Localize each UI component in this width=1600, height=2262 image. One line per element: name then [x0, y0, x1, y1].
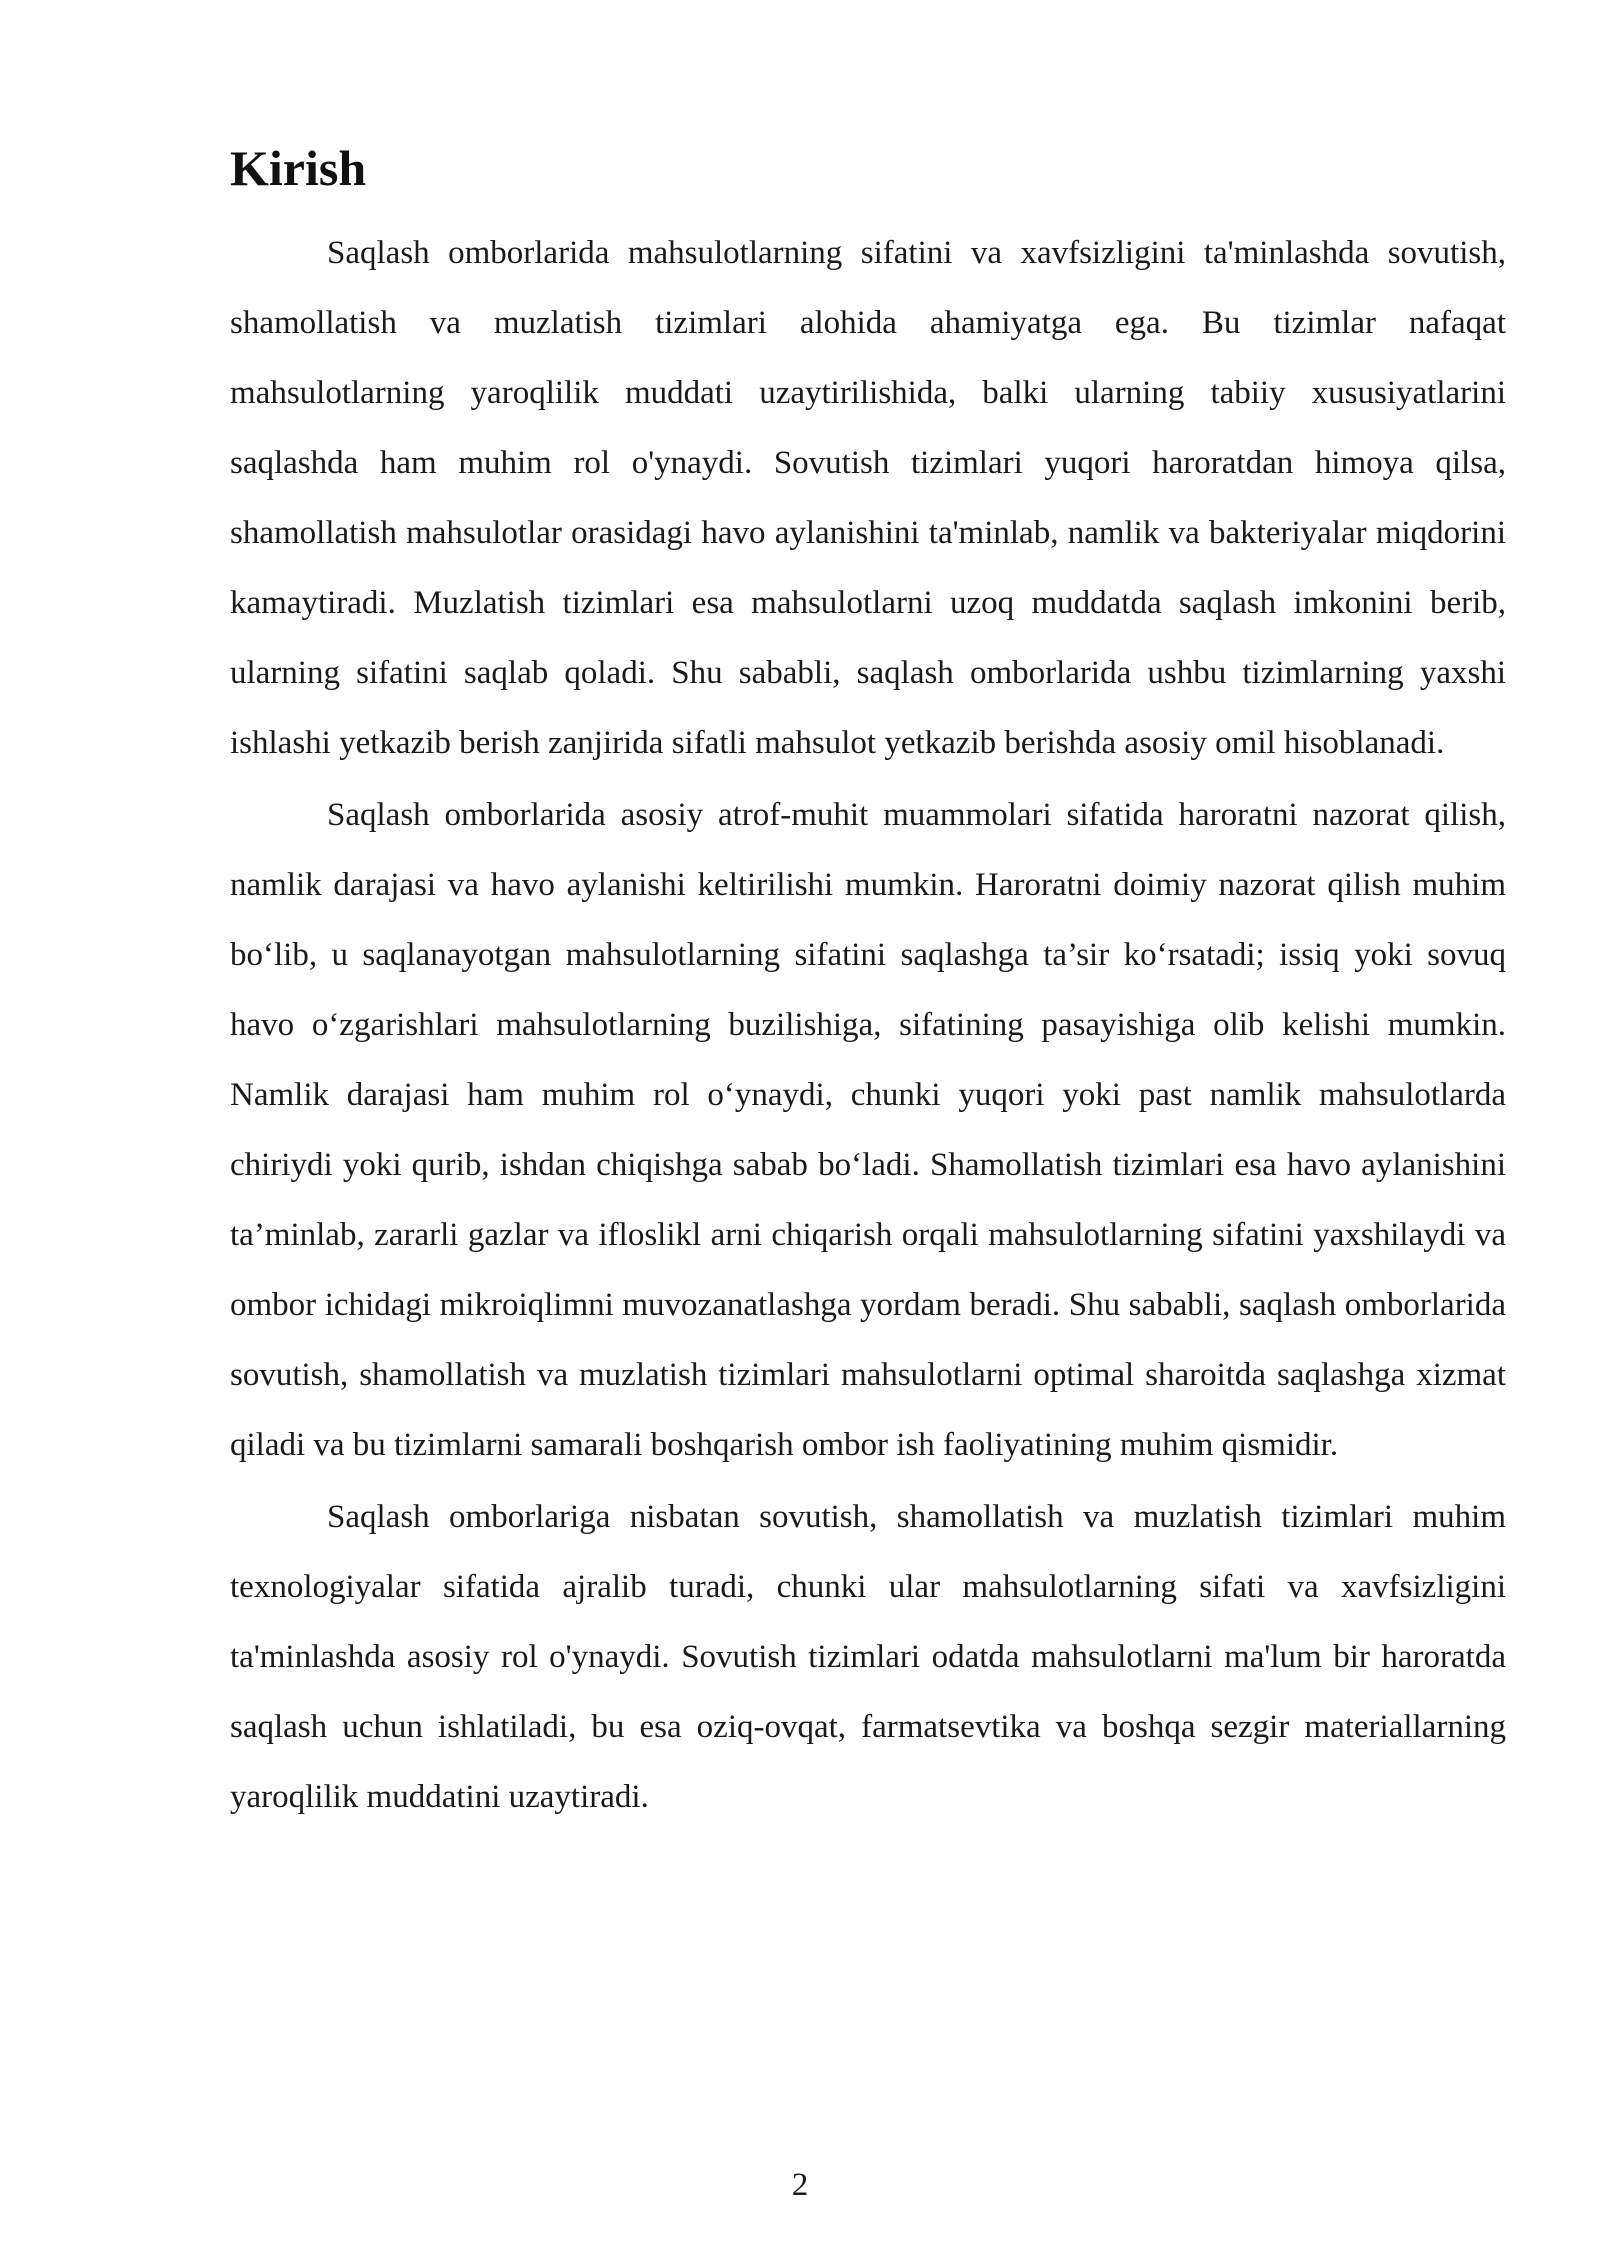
- paragraph-1: Saqlash omborlarida mahsulotlarning sifatini va xavfsizligini ta'minlashda sovutish, shamollatish va muzlatish tizimlari alohida ahamiyatga ega. Bu tizimlar nafaqat mahsulotlarning yaroqlilik muddati uzaytirilishida, balki ularning tabiiy xususiyatlarini saqlashda ham muhim rol o'ynaydi. Sovutish tizimlari yuqori haroratdan himoya qilsa, shamollatish mahsulotlar orasidagi havo aylanishini ta'minlab, namlik va bakteriyalar miqdorini kamaytiradi. Muzlatish tizimlari esa mahsulotlarni uzoq muddatda saqlash imkonini berib, ularning sifatini saqlab qoladi. Shu sababli, saqlash omborlarida ushbu tizimlarning yaxshi ishlashi yetkazib berish zanjirida sifatli mahsulot yetkazib berishda asosiy omil hisoblanadi.: [230, 235, 1506, 761]
- section-heading: Kirish: [230, 140, 367, 196]
- page-number: 2: [791, 2167, 809, 2203]
- paragraph-2: Saqlash omborlarida asosiy atrof-muhit muammolari sifatida haroratni nazorat qilish, namlik darajasi va havo aylanishi keltirilishi mumkin. Haroratni doimiy nazorat qilish muhim bo‘lib, u saqlanayotgan mahsulotlarning sifatini saqlashga ta’sir ko‘rsatadi; issiq yoki sovuq havo o‘zgarishlari mahsulotlarning buzilishiga, sifatining pasayishiga olib kelishi mumkin. Namlik darajasi ham muhim rol o‘ynaydi, chunki yuqori yoki past namlik mahsulotlarda chiriydi yoki qurib, ishdan chiqishga sabab bo‘ladi. Shamollatish tizimlari esa havo aylanishini ta’minlab, zararli gazlar va ifloslikl arni chiqarish orqali mahsulotlarning sifatini yaxshilaydi va ombor ichidagi mikroiqlimni muvozanatlashga yordam beradi. Shu sababli, saqlash omborlarida sovutish, shamollatish va muzlatish tizimlari mahsulotlarni optimal sharoitda saqlashga xizmat qiladi va bu tizimlarni samarali boshqarish ombor ish faoliyatining muhim qismidir.: [230, 797, 1506, 1463]
- paragraph-3: Saqlash omborlariga nisbatan sovutish, shamollatish va muzlatish tizimlari muhim texnologiyalar sifatida ajralib turadi, chunki ular mahsulotlarning sifati va xavfsizligini ta'minlashda asosiy rol o'ynaydi. Sovutish tizimlari odatda mahsulotlarni ma'lum bir haroratda saqlash uchun ishlatiladi, bu esa oziq-ovqat, farmatsevtika va boshqa sezgir materiallarning yaroqlilik muddatini uzaytiradi.: [230, 1499, 1506, 1815]
- page-content: [230, 138, 1506, 1834]
